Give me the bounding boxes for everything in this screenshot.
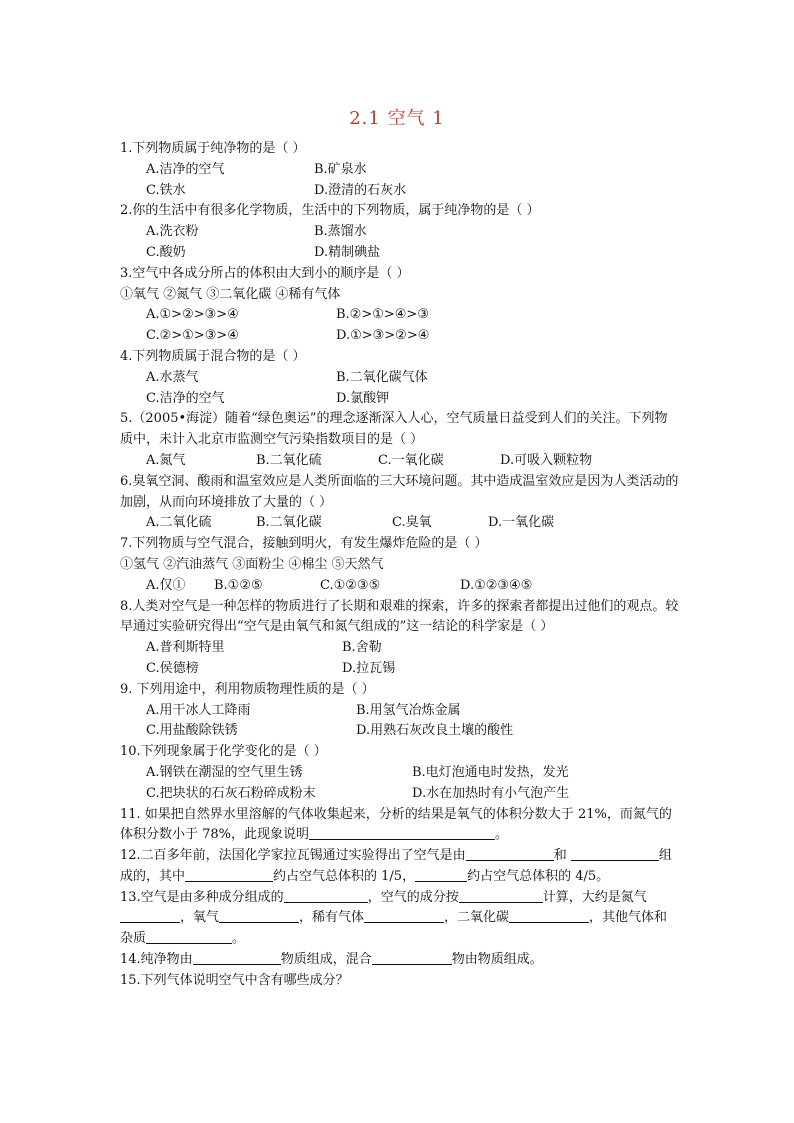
option-d: D.水在加热时有小气泡产生 [412,785,570,801]
question-13: 13.空气是由多种成分组成的 ，空气的成分按 计算，大约是氮气，氧气 ，稀有气体 ，二氧化碳 ，其他气体和杂质 。 [120,889,668,947]
question-stem: 1.下列物质属于纯净物的是（ ） [120,141,306,156]
question-stem: 3.空气中各成分所占的体积由大到小的顺序是（ ） [120,265,410,281]
question-stem: 8.人类对空气是一种怎样的物质进行了长期和艰难的探索，许多的探索者都提出过他们的观点。较早通过实验研究得出“空气是由氧气和氮气组成的”这一结论的科学家是（ ） [120,598,679,635]
option-a: A.仅① [146,577,186,593]
question-12: 12.二百多年前，法国化学家拉瓦锡通过实验得出了空气是由 和 组成的，其中 约占空气总体积的 1/5， 约占空气总体积的 4/5。 [120,848,672,884]
option-c: C.把块状的石灰石粉碎成粉末 [146,785,316,801]
question-1 [120,139,680,201]
question-stem: 10.下列现象属于化学变化的是（ ） [120,744,327,760]
option-a: A.①>②>③>④ [146,307,239,323]
option-c: C.②>①>③>④ [146,328,239,344]
option-b: B.二氧化硫 [256,452,322,468]
option-a: A.氮气 [146,452,186,468]
answer-blank[interactable] [193,950,281,965]
question-stem: 2.你的生活中有很多化学物质，生活中的下列物质，属于纯净物的是（ ） [120,203,540,219]
question-8 [120,597,680,680]
option-b: B.电灯泡通电时发热，发光 [412,764,569,780]
option-a: A.洗衣粉 [146,224,199,240]
question-3 [120,264,680,347]
question-10 [120,742,680,804]
option-c: C.洁净的空气 [146,390,225,406]
option-c: C.酸奶 [146,244,186,260]
option-a: A.二氧化硫 [146,515,212,531]
option-c: C.用盐酸除铁锈 [146,723,238,739]
question-15: 15.下列气体说明空气中含有哪些成分？ [120,972,349,988]
answer-blank[interactable] [466,846,554,861]
answer-blank[interactable] [185,867,273,882]
answer-blank[interactable] [146,929,232,944]
option-d: D.用熟石灰改良土壤的酸性 [356,723,514,739]
question-14: 14.纯净物由 物质组成，混合 物由物质组成。 [120,952,543,968]
option-b: B.②>①>④>③ [336,307,429,323]
option-d: D.氯酸钾 [336,390,390,406]
option-c: C.一氧化碳 [378,452,444,468]
option-d: D.精制碘盐 [314,244,381,260]
answer-blank[interactable] [372,950,452,965]
answer-blank[interactable] [364,908,444,923]
answer-blank[interactable] [415,867,467,882]
option-d: D.澄清的石灰水 [314,182,407,198]
option-d: D.①②③④⑤ [460,577,533,593]
page-title: 2.1 空气 1 [349,108,445,129]
option-c: C.侯德榜 [146,660,199,676]
option-b: B.用氢气冶炼金属 [356,702,461,718]
option-a: A.普利斯特里 [146,640,225,656]
question-2 [120,201,680,263]
question-stem: 9. 下列用途中，利用物质物理性质的是（ ） [120,681,375,697]
option-b: B.二氧化碳 [256,515,322,531]
question-stem: 6.臭氧空洞、酸雨和温室效应是人类所面临的三大环境问题。其中造成温室效应是因为人类活动的加剧，从而向环境排放了大量的（ ） [120,473,679,510]
answer-blank[interactable] [120,908,180,923]
question-4 [120,347,680,409]
question-11: 11. 如果把自然界水里溶解的气体收集起来，分析的结果是氧气的体积分数大于 21%，而氮气的体积分数小于 78%，此现象说明 。 [120,806,672,843]
answer-blank[interactable] [509,908,589,923]
answer-blank[interactable] [309,825,495,840]
answer-blank[interactable] [219,908,299,923]
option-b: B.①②⑤ [214,577,263,593]
option-c: C.臭氧 [392,515,432,531]
answer-blank[interactable] [571,846,659,861]
option-d: D.一氧化碳 [488,515,555,531]
option-d: D.可吸入颗粒物 [500,452,593,468]
question-stem: 5.（2005•海淀）随着“绿色奥运”的理念逐渐深入人心，空气质量日益受到人们的关注。下列物质中，未计入北京市监测空气污染指数项目的是（ ） [120,411,668,448]
option-b: B.二氧化碳气体 [336,369,428,385]
question-note: ①氧气 ②氮气 ③二氧化碳 ④稀有气体 [120,286,341,302]
option-a: A.水蒸气 [146,369,199,385]
question-9 [120,680,680,742]
question-note: ①氢气 ②汽油蒸气 ③面粉尘 ④棉尘 ⑤天然气 [120,556,384,572]
option-b: B.矿泉水 [314,161,367,177]
answer-blank[interactable] [459,888,543,903]
question-stem: 4.下列物质属于混合物的是（ ） [120,348,306,364]
question-stem: 7.下列物质与空气混合，接触到明火，有发生爆炸危险的是（ ） [120,536,488,552]
option-d: D.①>③>②>④ [336,328,430,344]
answer-blank[interactable] [284,888,368,903]
question-5 [120,409,680,471]
option-d: D.拉瓦锡 [342,660,396,676]
option-b: B.蒸馏水 [314,224,367,240]
question-list [120,139,680,992]
option-c: C.铁水 [146,182,186,198]
option-a: A.洁净的空气 [146,161,225,177]
option-a: A.钢铁在潮湿的空气里生锈 [146,764,303,780]
question-6 [120,472,680,534]
question-7 [120,534,680,596]
option-c: C.①②③⑤ [320,577,381,593]
option-a: A.用干冰人工降雨 [146,702,251,718]
option-b: B.舍勒 [342,640,382,656]
